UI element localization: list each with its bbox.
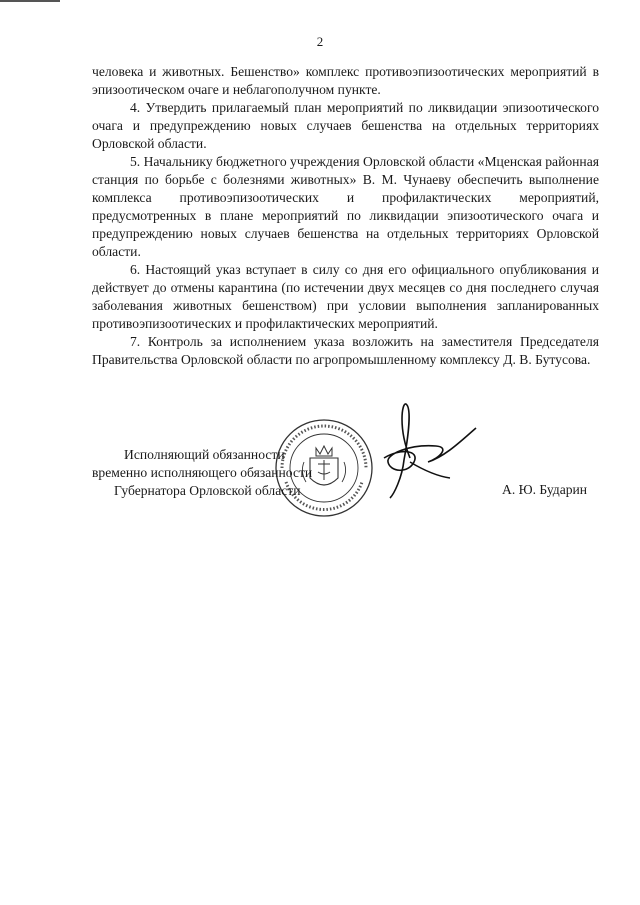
- signature-title-line-1: Исполняющий обязанности: [124, 447, 285, 462]
- signatory-name: А. Ю. Бударин: [502, 482, 588, 497]
- scan-edge-mark: [0, 0, 60, 2]
- handwritten-signature: [380, 398, 480, 508]
- paragraph-6: 6. Настоящий указ вступает в силу со дня его официального опубликования и действует до отмены карантина (по истечении двух месяцев со дня последнего случая заболевания животных бешенством) при условии выполнения запланированных противоэпизоотических и профилактических мероприятий.: [92, 262, 599, 331]
- signature-title-line-2: временно исполняющего обязанности: [92, 465, 313, 480]
- signature-title-line-3: Губернатора Орловской области: [114, 483, 301, 498]
- paragraph-continuation: человека и животных. Бешенство» комплекс противоэпизоотических мероприятий в эпизоотическом очаге и неблагополучном пункте.: [92, 64, 599, 97]
- paragraph-7: 7. Контроль за исполнением указа возложить на заместителя Председателя Правительства Орловской области по агропромышленному комплексу Д. В. Бутусова.: [92, 334, 599, 367]
- page-number: 2: [316, 34, 324, 49]
- paragraph-4: 4. Утвердить прилагаемый план мероприятий по ликвидации эпизоотического очага и предупреждению новых случаев бешенства на отдельных территориях Орловской области.: [92, 100, 599, 151]
- document-body: [92, 63, 599, 369]
- paragraph-5: 5. Начальнику бюджетного учреждения Орловской области «Мценская районная станция по борьбе с болезнями животных» В. М. Чунаеву обеспечить выполнение комплекса противоэпизоотических и профилактических мероприятий, предусмотренных в плане мероприятий по ликвидации эпизоотического очага и предупреждению новых случаев бешенства на отдельных территориях Орловской области.: [92, 154, 599, 259]
